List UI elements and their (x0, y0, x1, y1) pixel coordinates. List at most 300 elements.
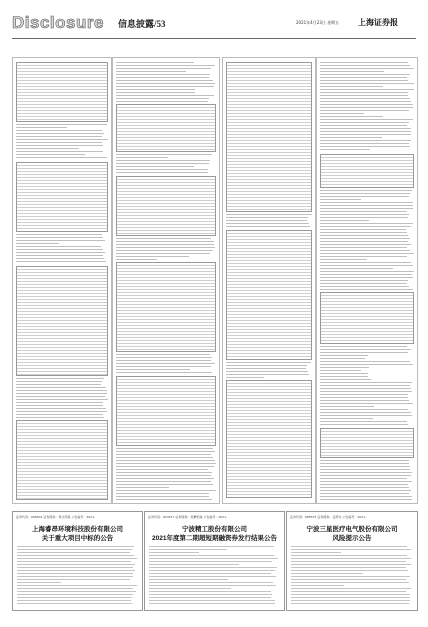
text-line (226, 214, 312, 215)
data-table (116, 104, 216, 152)
text-line (17, 579, 130, 580)
text-line (116, 481, 211, 482)
text-line (320, 116, 383, 117)
text-line (291, 558, 411, 559)
text-line (16, 405, 103, 406)
text-line (320, 367, 369, 368)
text-line (320, 385, 410, 386)
text-line (320, 92, 408, 93)
text-line (320, 140, 411, 141)
text-line (226, 223, 309, 224)
text-line (320, 104, 413, 105)
text-line (16, 234, 102, 235)
text-line (17, 564, 135, 565)
text-line (320, 205, 413, 206)
text-line (116, 62, 194, 63)
text-line (291, 591, 406, 592)
text-line (149, 564, 239, 565)
text-line (17, 549, 132, 550)
text-line (320, 466, 410, 467)
text-line (320, 262, 411, 263)
text-line (226, 374, 309, 375)
text-line (291, 603, 409, 604)
text-line (226, 365, 307, 366)
text-line (320, 250, 410, 251)
text-line (226, 217, 308, 218)
text-line (320, 382, 412, 383)
text-line (320, 268, 393, 269)
text-line (116, 157, 168, 158)
text-line (116, 496, 209, 497)
text-line (116, 101, 208, 102)
text-line (320, 68, 414, 69)
text-line (149, 582, 273, 583)
text-line (17, 594, 133, 595)
text-line (320, 65, 410, 66)
text-line (320, 478, 407, 479)
text-line (116, 484, 213, 485)
data-table (226, 230, 312, 360)
text-line (320, 110, 409, 111)
text-line (116, 253, 210, 254)
text-line (17, 555, 134, 556)
text-line (17, 588, 133, 589)
text-line (116, 463, 216, 464)
text-line (320, 107, 413, 108)
notice-company: 上海睿昂环境科技股份有限公司 (32, 526, 123, 533)
text-line (320, 460, 409, 461)
text-line (226, 226, 310, 227)
text-line (149, 549, 227, 550)
text-line (16, 151, 103, 152)
text-line (16, 154, 85, 155)
text-line (320, 283, 407, 284)
text-line (116, 499, 212, 500)
text-line (16, 378, 104, 379)
text-line (116, 98, 209, 99)
text-line (291, 597, 410, 598)
text-line (16, 130, 102, 131)
text-line (17, 600, 131, 601)
text-line (320, 394, 408, 395)
text-line (116, 363, 215, 364)
text-line (320, 490, 411, 491)
text-line (149, 555, 274, 556)
data-table (16, 162, 108, 232)
text-line (320, 277, 413, 278)
text-line (291, 555, 407, 556)
notice-company: 宁波精工股份有限公司 (182, 526, 247, 533)
text-line (116, 166, 194, 167)
text-line (320, 424, 408, 425)
text-line (291, 561, 406, 562)
text-line (320, 86, 383, 87)
text-line (149, 576, 276, 577)
data-table (320, 428, 414, 458)
notice-code-line: 证券代码：688501 证券简称：青达环保 公告编号：2021- (16, 515, 96, 519)
text-line (16, 124, 107, 125)
data-table (116, 376, 216, 446)
text-line (320, 214, 409, 215)
text-line (116, 74, 210, 75)
text-line (320, 80, 408, 81)
text-line (320, 406, 374, 407)
text-line (16, 145, 103, 146)
notice-title: 关于重大项目中标的公告 (41, 535, 114, 542)
text-line (16, 139, 108, 140)
text-line (320, 211, 407, 212)
text-line (116, 160, 210, 161)
text-line (320, 418, 373, 419)
text-line (16, 249, 103, 250)
text-line (320, 247, 407, 248)
text-line (320, 229, 406, 230)
text-line (149, 573, 271, 574)
text-line (320, 259, 367, 260)
text-line (320, 149, 370, 150)
text-line (149, 585, 276, 586)
text-line (291, 582, 409, 583)
text-line (17, 558, 137, 559)
text-line (320, 379, 371, 380)
text-line (17, 573, 133, 574)
text-line (320, 472, 412, 473)
text-line (116, 360, 211, 361)
text-line (116, 169, 208, 170)
text-line (149, 591, 271, 592)
text-line (16, 127, 67, 128)
text-line (320, 352, 408, 353)
text-line (116, 256, 189, 257)
data-table (226, 380, 312, 498)
data-table (16, 266, 108, 376)
text-line (116, 71, 186, 72)
text-line (320, 475, 411, 476)
text-line (149, 570, 275, 571)
text-line (320, 220, 369, 221)
text-line (320, 193, 410, 194)
text-line (320, 415, 412, 416)
text-line (16, 399, 108, 400)
text-line (320, 373, 368, 374)
text-line (16, 384, 101, 385)
text-line (116, 238, 211, 239)
text-line (320, 89, 414, 90)
text-line (226, 220, 307, 221)
data-table (116, 262, 216, 352)
notice-company: 宁波三星医疗电气股份有限公司 (306, 526, 398, 533)
text-line (16, 387, 106, 388)
text-line (16, 396, 105, 397)
text-line (320, 62, 408, 63)
text-line (320, 484, 408, 485)
text-line (116, 451, 215, 452)
text-line (320, 83, 414, 84)
text-line (320, 71, 384, 72)
text-line (16, 252, 105, 253)
column-4 (316, 57, 418, 504)
text-line (16, 157, 107, 158)
text-line (320, 409, 408, 410)
text-line (16, 402, 103, 403)
text-line (149, 558, 278, 559)
text-line (320, 370, 361, 371)
text-line (116, 369, 190, 370)
notice-box-2 (144, 511, 285, 611)
text-line (320, 481, 412, 482)
notice-title: 2021年度第二期超短期融资券发行结果公告 (152, 535, 277, 542)
text-line (320, 131, 411, 132)
text-line (116, 448, 213, 449)
text-line (320, 101, 411, 102)
text-line (116, 490, 216, 491)
text-line (116, 493, 209, 494)
data-table (116, 176, 216, 236)
text-line (320, 400, 409, 401)
text-line (116, 372, 212, 373)
column-3 (222, 57, 316, 504)
text-line (116, 92, 195, 93)
text-line (320, 349, 411, 350)
text-line (320, 119, 413, 120)
text-line (291, 600, 410, 601)
text-line (116, 65, 215, 66)
data-table (226, 62, 312, 212)
text-line (16, 240, 105, 241)
text-line (320, 137, 382, 138)
text-line (149, 579, 228, 580)
section-name: 信息披露 (118, 19, 155, 29)
brand-logo: Disclosure (12, 13, 104, 32)
text-line (149, 600, 275, 601)
text-line (116, 354, 210, 355)
text-line (320, 232, 407, 233)
text-line (320, 280, 408, 281)
text-line (320, 196, 409, 197)
text-line (320, 238, 410, 239)
text-line (291, 585, 344, 586)
text-line (17, 576, 133, 577)
text-line (16, 390, 107, 391)
text-line (17, 591, 136, 592)
text-line (149, 546, 274, 547)
text-line (291, 594, 410, 595)
text-line (16, 393, 107, 394)
paper-name: 上海证券报 (358, 18, 398, 27)
text-line (320, 499, 412, 500)
text-line (320, 241, 408, 242)
text-line (116, 487, 169, 488)
text-line (16, 261, 106, 262)
notice-code-line: 证券代码：603677 证券简称：奇精机械 公告编号：2021- (148, 515, 228, 519)
text-line (17, 552, 130, 553)
text-line (320, 253, 414, 254)
text-line (149, 567, 277, 568)
text-line (291, 552, 341, 553)
text-line (320, 125, 407, 126)
text-line (116, 466, 214, 467)
text-line (16, 133, 104, 134)
text-line (116, 457, 213, 458)
text-line (16, 411, 107, 412)
text-line (320, 361, 410, 362)
text-line (16, 408, 106, 409)
text-line (320, 217, 408, 218)
issue-date: 2021年4月23日 星期五 (296, 20, 340, 25)
text-line (320, 134, 411, 135)
text-line (116, 89, 195, 90)
text-line (320, 376, 368, 377)
text-line (320, 226, 411, 227)
page-number: /53 (154, 19, 166, 29)
text-line (320, 74, 410, 75)
text-line (320, 397, 408, 398)
text-line (320, 487, 409, 488)
text-line (320, 403, 413, 404)
text-line (16, 142, 102, 143)
text-line (291, 588, 411, 589)
data-table (320, 154, 414, 188)
text-line (226, 368, 306, 369)
text-line (320, 122, 409, 123)
data-table (16, 62, 108, 122)
text-line (16, 136, 102, 137)
text-line (320, 463, 409, 464)
text-line (149, 588, 231, 589)
text-line (320, 271, 414, 272)
text-line (291, 573, 363, 574)
text-line (320, 244, 411, 245)
text-line (320, 235, 408, 236)
text-line (320, 469, 410, 470)
text-line (226, 362, 311, 363)
section-title (118, 17, 166, 30)
text-line (16, 237, 103, 238)
text-line (320, 256, 407, 257)
masthead-rule (12, 38, 416, 39)
text-line (17, 585, 137, 586)
text-line (116, 154, 212, 155)
column-2 (112, 57, 220, 504)
text-line (320, 355, 368, 356)
text-line (320, 223, 413, 224)
text-line (116, 95, 214, 96)
text-line (320, 388, 411, 389)
text-line (16, 414, 103, 415)
text-line (17, 603, 132, 604)
text-line (116, 172, 208, 173)
notice-box-1 (12, 511, 143, 611)
text-line (149, 603, 275, 604)
text-line (116, 80, 213, 81)
text-line (320, 358, 365, 359)
text-line (320, 493, 409, 494)
text-line (16, 255, 103, 256)
text-line (320, 364, 413, 365)
text-line (320, 412, 411, 413)
text-line (320, 391, 412, 392)
text-line (116, 163, 209, 164)
text-line (320, 113, 364, 114)
data-table (16, 420, 108, 500)
text-line (116, 241, 214, 242)
data-table (320, 292, 414, 344)
text-line (149, 552, 199, 553)
text-line (17, 597, 132, 598)
text-line (17, 570, 135, 571)
text-line (320, 77, 407, 78)
text-line (291, 576, 410, 577)
text-line (320, 286, 409, 287)
text-line (320, 208, 413, 209)
text-line (320, 128, 411, 129)
text-line (17, 582, 61, 583)
text-line (320, 199, 361, 200)
text-line (320, 143, 409, 144)
text-line (226, 377, 264, 378)
text-line (149, 594, 272, 595)
column-1 (12, 57, 112, 504)
text-line (149, 561, 272, 562)
text-line (291, 570, 408, 571)
text-line (116, 478, 214, 479)
text-line (16, 246, 101, 247)
text-line (16, 417, 104, 418)
text-line (16, 258, 104, 259)
text-line (320, 265, 413, 266)
text-line (291, 564, 411, 565)
text-line (320, 95, 408, 96)
masthead (0, 0, 428, 38)
text-line (17, 561, 131, 562)
text-line (320, 346, 407, 347)
text-line (116, 83, 215, 84)
text-line (116, 77, 209, 78)
text-line (291, 549, 411, 550)
text-line (116, 460, 215, 461)
text-line (320, 202, 413, 203)
text-line (116, 244, 214, 245)
text-line (116, 357, 212, 358)
text-line (226, 371, 308, 372)
text-line (291, 579, 406, 580)
text-line (320, 146, 410, 147)
text-line (116, 86, 214, 87)
text-line (116, 247, 215, 248)
text-line (291, 567, 406, 568)
text-line (116, 454, 211, 455)
text-line (16, 381, 102, 382)
text-line (116, 259, 157, 260)
text-line (320, 421, 407, 422)
text-line (116, 68, 211, 69)
text-line (320, 496, 412, 497)
text-line (320, 289, 413, 290)
text-line (116, 475, 211, 476)
text-line (149, 597, 271, 598)
text-line (291, 546, 407, 547)
text-line (116, 469, 208, 470)
text-line (16, 243, 59, 244)
text-line (320, 190, 412, 191)
notice-code-line: 证券代码：688575 证券简称：亚辉龙 公告编号：2021- (290, 515, 367, 519)
text-line (116, 250, 213, 251)
text-line (116, 366, 211, 367)
notice-title: 风险提示公告 (332, 535, 372, 542)
notice-box-3 (286, 511, 418, 611)
text-line (17, 567, 133, 568)
text-line (17, 546, 134, 547)
